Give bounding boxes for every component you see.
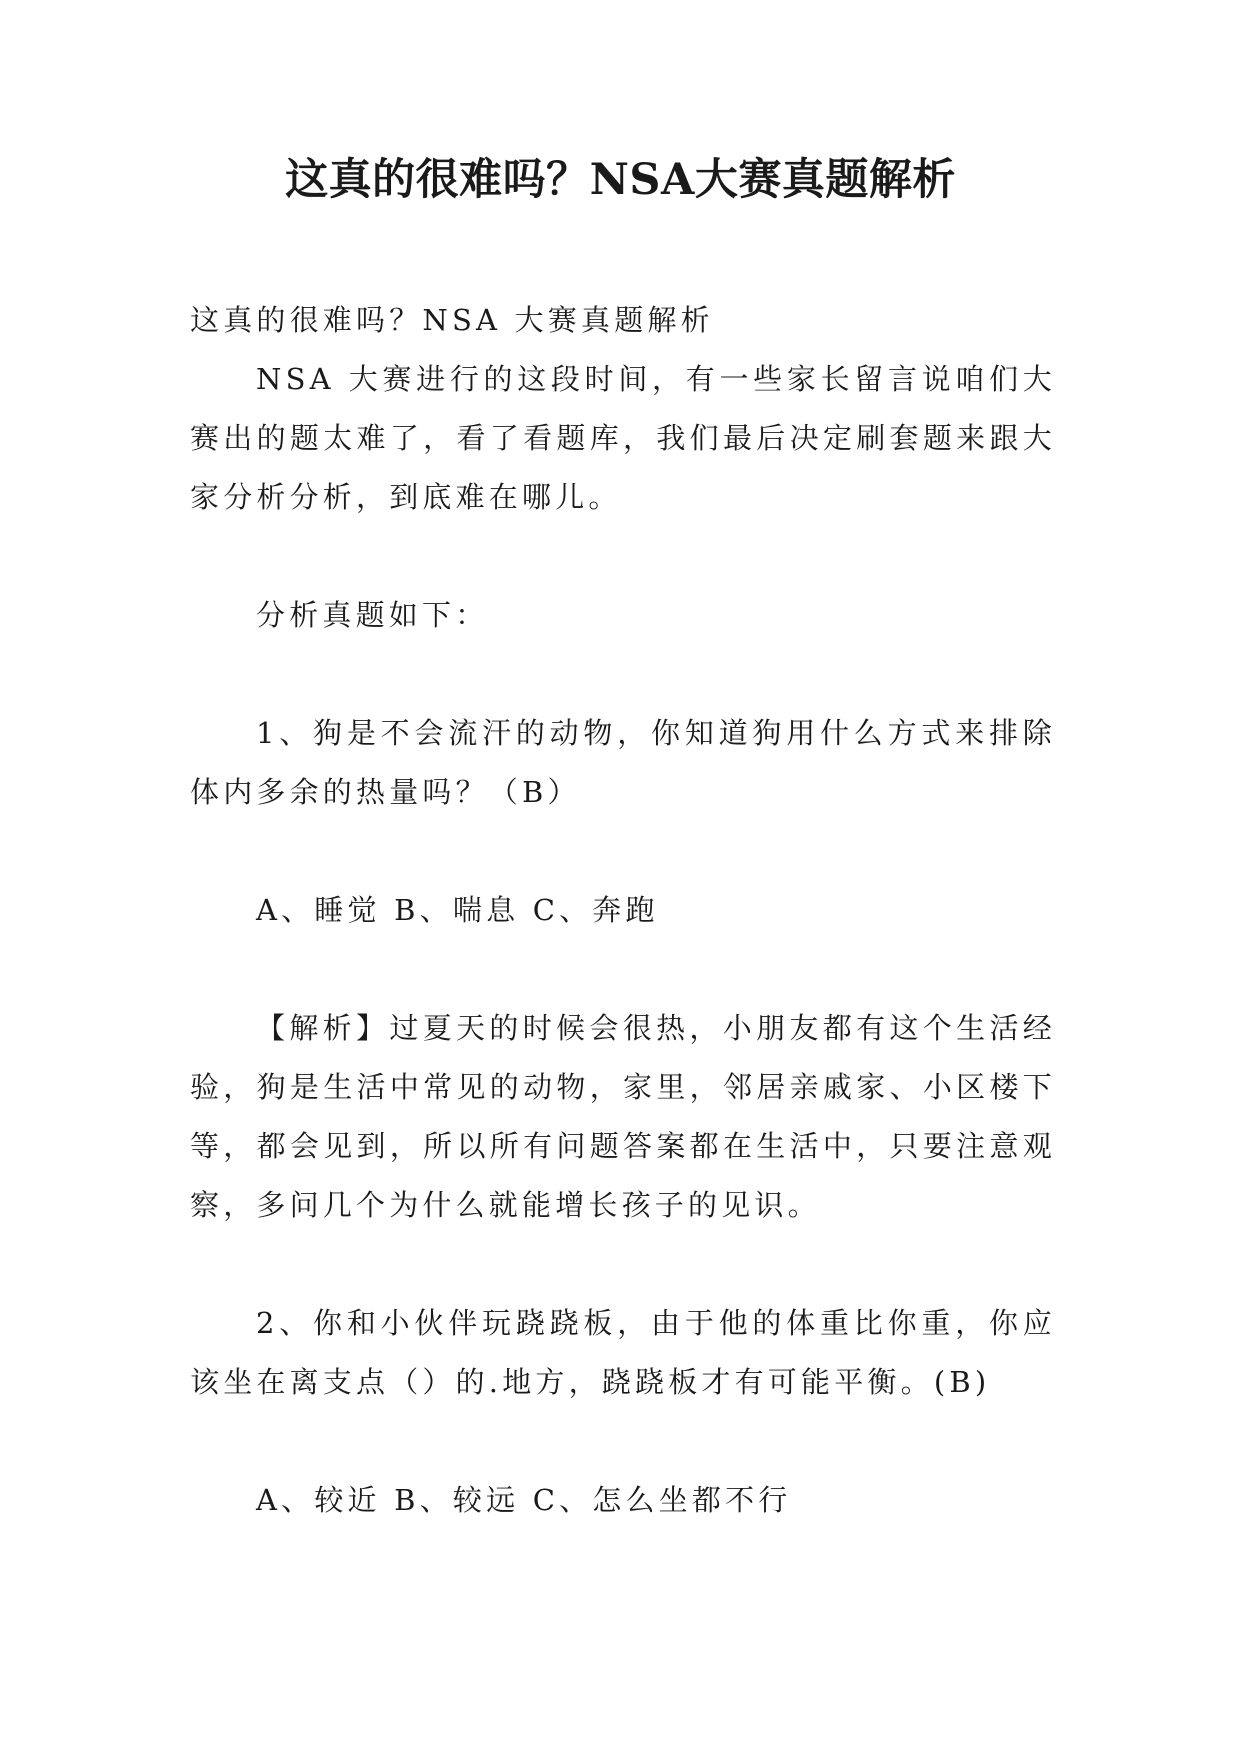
question-1: 1、狗是不会流汗的动物，你知道狗用什么方式来排除体内多余的热量吗？（B） (190, 716, 1056, 809)
paragraph-spacer (190, 1235, 1056, 1294)
intro-paragraph: NSA 大赛进行的这段时间，有一些家长留言说咱们大赛出的题太难了，看了看题库，我们最后决定刷套题来跟大家分析分析，到底难在哪儿。 (190, 362, 1056, 514)
analysis-heading: 分析真题如下： (256, 598, 489, 632)
paragraph-spacer (190, 527, 1056, 586)
question-1-options: A、睡觉 B、喘息 C、奔跑 (256, 893, 659, 927)
paragraph-spacer (190, 1412, 1056, 1471)
paragraph-spacer (190, 645, 1056, 704)
subtitle-paragraph: 这真的很难吗？NSA 大赛真题解析 (190, 303, 714, 337)
document-title: 这真的很难吗？NSA大赛真题解析 (285, 155, 956, 205)
question-2-options: A、较近 B、较远 C、怎么坐都不行 (256, 1483, 792, 1517)
question-2: 2、你和小伙伴玩跷跷板，由于他的体重比你重，你应该坐在离支点（）的.地方，跷跷板才有可能平衡。(B) (190, 1306, 1056, 1399)
question-1-explanation: 【解析】过夏天的时候会很热，小朋友都有这个生活经验，狗是生活中常见的动物，家里，邻居亲戚家、小区楼下等，都会见到，所以所有问题答案都在生活中，只要注意观察，多问几个为什么就能增长孩子的见识。 (190, 1011, 1056, 1222)
document-body (190, 291, 1056, 1530)
paragraph-spacer (190, 940, 1056, 999)
paragraph-spacer (190, 822, 1056, 881)
